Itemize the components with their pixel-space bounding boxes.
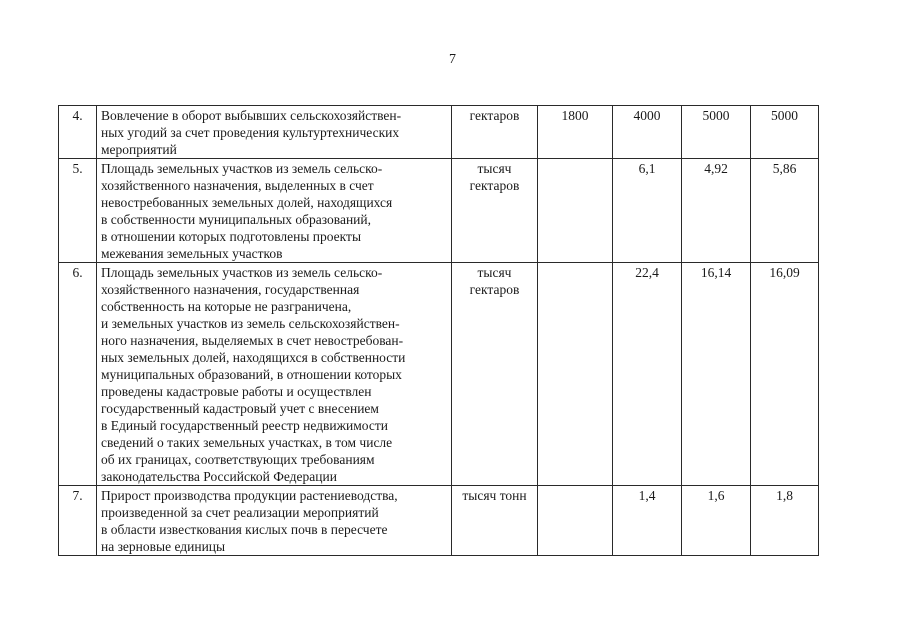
indicator-value: 1,6	[682, 486, 751, 556]
indicator-name-line: ного назначения, выделяемых в счет невостребован-	[101, 333, 404, 348]
indicators-table	[58, 105, 819, 556]
indicator-value	[538, 486, 613, 556]
indicator-value: 5,86	[751, 159, 819, 263]
indicator-name-line: в отношении которых подготовлены проекты	[101, 229, 362, 244]
row-number: 5.	[59, 159, 97, 263]
indicator-name	[97, 486, 452, 556]
indicator-value	[538, 159, 613, 263]
indicator-name-line: государственный кадастровый учет с внесением	[101, 401, 379, 416]
unit-line: тысяч	[477, 161, 512, 176]
indicators-table-body	[59, 106, 819, 556]
indicator-value: 4,92	[682, 159, 751, 263]
indicator-name-line: на зерновые единицы	[101, 539, 226, 554]
indicator-name-line: межевания земельных участков	[101, 246, 283, 261]
indicator-name	[97, 159, 452, 263]
indicator-name-line: ных земельных долей, находящихся в собственности	[101, 350, 406, 365]
indicator-value: 1,4	[613, 486, 682, 556]
indicator-name-line: невостребованных земельных долей, находящихся	[101, 195, 393, 210]
indicator-value: 16,14	[682, 263, 751, 486]
indicator-value: 16,09	[751, 263, 819, 486]
indicator-name-line: Площадь земельных участков из земель сельско-	[101, 161, 383, 176]
indicator-value: 5000	[751, 106, 819, 159]
indicator-value: 1800	[538, 106, 613, 159]
indicator-value: 1,8	[751, 486, 819, 556]
unit-line: гектаров	[469, 178, 520, 193]
row-number: 6.	[59, 263, 97, 486]
indicator-name-line: муниципальных образований, в отношении которых	[101, 367, 402, 382]
indicator-name-line: в Единый государственный реестр недвижимости	[101, 418, 388, 433]
row-number: 7.	[59, 486, 97, 556]
indicator-name-line: мероприятий	[101, 142, 177, 157]
indicator-value: 22,4	[613, 263, 682, 486]
indicator-name-line: в собственности муниципальных образований,	[101, 212, 372, 227]
indicator-name-line: и земельных участков из земель сельскохозяйствен-	[101, 316, 400, 331]
row-number: 4.	[59, 106, 97, 159]
unit-line: гектаров	[469, 108, 520, 123]
indicator-name-line: произведенной за счет реализации мероприятий	[101, 505, 379, 520]
unit-line: тысяч тонн	[462, 488, 527, 503]
indicator-name-line: Прирост производства продукции растениеводства,	[101, 488, 398, 503]
unit-line: тысяч	[477, 265, 512, 280]
indicator-name-line: Вовлечение в оборот выбывших сельскохозяйствен-	[101, 108, 402, 123]
unit-line: гектаров	[469, 282, 520, 297]
indicator-name-line: проведены кадастровые работы и осуществлен	[101, 384, 372, 399]
table-row	[59, 486, 819, 556]
indicator-name-line: ных угодий за счет проведения культуртехнических	[101, 125, 400, 140]
indicator-name-line: в области известкования кислых почв в пересчете	[101, 522, 388, 537]
indicator-name	[97, 263, 452, 486]
indicator-name-line: Площадь земельных участков из земель сельско-	[101, 265, 383, 280]
unit-of-measure	[452, 263, 538, 486]
indicator-name-line: сведений о таких земельных участках, в том числе	[101, 435, 393, 450]
indicator-value: 4000	[613, 106, 682, 159]
table-row	[59, 159, 819, 263]
unit-of-measure	[452, 159, 538, 263]
indicator-name-line: хозяйственного назначения, государственная	[101, 282, 360, 297]
indicator-value	[538, 263, 613, 486]
indicator-value: 5000	[682, 106, 751, 159]
indicator-value: 6,1	[613, 159, 682, 263]
table-row	[59, 106, 819, 159]
unit-of-measure	[452, 486, 538, 556]
indicator-name-line: хозяйственного назначения, выделенных в счет	[101, 178, 374, 193]
indicator-name-line: законодательства Российской Федерации	[101, 469, 337, 484]
indicator-name-line: об их границах, соответствующих требованиям	[101, 452, 375, 467]
indicator-name	[97, 106, 452, 159]
page-number: 7	[449, 52, 456, 67]
indicator-name-line: собственность на которые не разграничена,	[101, 299, 352, 314]
table-row	[59, 263, 819, 486]
unit-of-measure	[452, 106, 538, 159]
